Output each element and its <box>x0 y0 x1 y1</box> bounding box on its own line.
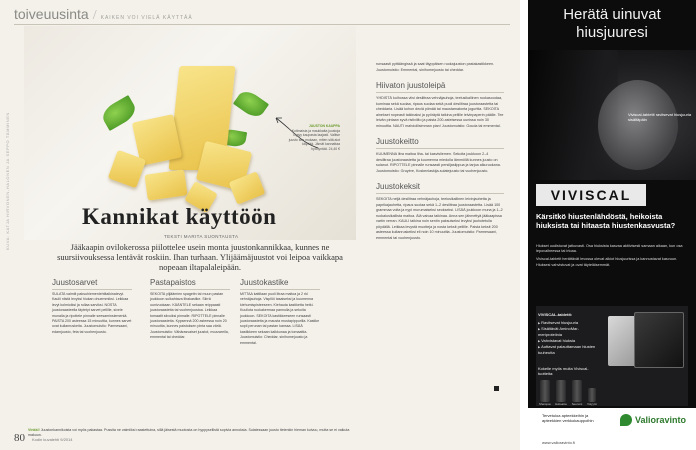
product-bottle <box>572 380 582 402</box>
article-byline: TEKSTI MARITA SUONTAUSTA <box>164 234 239 239</box>
ad-url: www.valioravinto.fi <box>542 440 575 445</box>
brand-name: VIVISCAL <box>550 187 632 203</box>
recipe-block <box>376 137 504 174</box>
product-packages <box>604 312 686 368</box>
recipe-text: runsaasti pyttäängissä ja saat täyppäisen ruokajuuston pastakastikkeen. Juustomuistio: Emmental, sinihomejuusto tai cheddar. <box>376 62 495 72</box>
product-bottle <box>540 380 550 402</box>
section-header <box>14 6 193 24</box>
product-bottle <box>556 380 566 402</box>
ad-other-products: Kokeile myös muita Viviscal-tuotteita: <box>538 366 589 376</box>
recipe-text: SEKOITA neljä desilitraa vehnäjauhoja, teelusikallinen leivinjauhetta ja paprikajauhetta, ripaus suolaa sekä 1–2 desilitraa juustoraastetta. Lisää 100 grammaa voita ja nypi murumaiseksi seokseksi. LISÄÄ joukkoon muna ja 1–2 ruokalusikallista maitoa. Älä vaivaa taikinaa. Anna sen jähmettyä jääkaapissa vartin verran. KAULI taikina noin sentin paksuiseksi levyksi jauhotetulla pöydällä. Leikkaa levystä muotteja ja nosta keksit pellille. Paista keksit 200 asteessa kullanruskeiksi eli noin 10 minuuttia. Juustomuistio: Parmesaani, emmental tai vuohenjuusto. <box>376 197 503 240</box>
tip-text: Juustonkannikoista voi myös pakastaa. Pussita ne valmiiksi raastettuina, sillä jäisestä muotosta on hyppysellistä sopivia annoksia. Sulatessaan juusto tietenkin hieman kuivuu, mutta se ei vaikuta makuun. <box>28 428 350 437</box>
recipe-heading: Pastapaistos <box>150 278 230 290</box>
product-bottle <box>588 388 596 402</box>
photo-caption <box>288 124 340 152</box>
bottle-label: Hoitoaine <box>555 402 567 406</box>
cheese-wedge <box>144 169 187 200</box>
ad-claim: Viviscal-tabletit ravitsevat hiusjuuria sisältäpäin <box>628 112 692 122</box>
page-number: 80 <box>14 432 25 444</box>
tip-strip <box>28 428 358 438</box>
recipe-block <box>376 81 504 129</box>
recipe-heading: Juustokastike <box>240 278 320 290</box>
ad-headline: Herätä uinuvat hiusjuuresi <box>563 6 661 41</box>
recipe-heading: Hiivaton juustoleipä <box>376 81 504 93</box>
section-title: toiveuusinta <box>14 6 89 22</box>
recipe-column <box>150 278 230 341</box>
ad-paragraph: Hiukset uudistuvat jatkuvasti. Osa hiuksista kasvaa aktiivisesti samaan aikaan, kun osa lepovaiheessa tai irtoaa. <box>536 244 683 254</box>
header-divider <box>14 24 510 25</box>
right-recipe-column <box>376 62 504 249</box>
caption-title: JUUSTON KAUPPA <box>308 124 340 128</box>
bottle-label: Shampoo <box>539 402 551 406</box>
benefit-item: ▶ Ravitsevat hiusjuuria <box>538 320 600 326</box>
advertisement <box>528 0 696 450</box>
ad-body <box>536 244 688 271</box>
recipe-text: MITTAA kattilaan puoli litraa maitoa ja 2 rkl vehnäjauhoja. Vispilöi tasaiseksi ja kuumenna kiehumispisteeseen. Kiehauta kastiketta hetki. Kuullota ruokakermaa pannulla ja sekoita joukkoon. SEKOITA kastikkeeseen runsaasti juustoraastetta ja mausta mustapippurilla. Kastike sopii perunan tai pastan kanssa. LISÄÄ kastikkeen sekaan kalkkunaa ja tomaattia. Juustomuistio: Cheddar, sinihomejuusto ja emmental. <box>240 292 320 345</box>
ad-shops: Tervetuloa apteekkeihin ja apteekkien verkkokauppoihin <box>542 413 594 423</box>
article-end-mark <box>494 386 499 391</box>
valio-logo <box>620 414 686 426</box>
bottle-label: Volyymi <box>587 402 597 406</box>
ad-paragraph: Viviscal-tabletit herättävät levossa olevat alkiot hiusjuurissa ja kannustavat kasvuun. Hiuksesi vahvistuvat ja ovat täyteläisemmät. <box>536 257 678 267</box>
recipe-heading: Juustokeksit <box>376 182 504 194</box>
brand-logo <box>536 184 646 206</box>
benefit-list-title: VIVISCAL-tabletit: <box>538 312 573 317</box>
section-slash: / <box>92 8 97 23</box>
recipe-block <box>376 182 504 241</box>
recipe-text: YHDISTÄ kulhossa viisi desilitraa vehnäjauhoja, teelusikallinen ruokasoodaa, kuminaa sekä suolaa, ripaus suolaa sekä puoli desilitraa juustoraastetta tai cheddaria. Lisää kohon deciä piimää tai maustamatonta jogurttia. SEKOITA ainekset nopeasti taikinaksi ja pyöräytä taikina pellille leivinpaperin päälle. Tee leivän pintaan syvä ristiviilto ja paista 200-asteisessa uunissa noin 30 minuuttia. NAUTI mahdollisimman pian! Juustomuistio: Gouda tai emmental. <box>376 96 504 128</box>
benefit-item: ▶ Sisältävät AminoMar-meriproteiinia <box>538 326 600 338</box>
section-subtitle: KAIKEN VOI VIELÄ KÄYTTÄÄ <box>100 15 193 21</box>
publication-name: Kodin kuvalehti 9/2014 <box>32 437 73 442</box>
article-lead: Jääkaapin ovilokerossa piilottelee usein monta juustonkannikkaa, kunnes ne suursiivouksessa lentävät roskiin. Ihan turhaan. Ylijäämäjuustot voi leipoa vaikkapa nopeaan iltapalaleipään. <box>57 242 343 272</box>
recipe-heading: Juustokeitto <box>376 137 504 149</box>
recipe-text: SEKOITA ylijäämien spagetin tai muun pastan joukkoon sulkahtava lihakastike. Siirrä uunivuokaan. KÄÄNTELE sekaan reippaasti juustoraastetta tai vuohenjuustoa. Leikkaa tomaatit siivuiksi pinnalle. RIPOTTELE pinnalle juustoraastetta. Kypsennä 200 asteessa noin 20 minuuttia, kunnes paistoksen pinta saa väriä. Juustomuistio: Vähärasvaiset juustot, mozzarella, emmental tai cheddar. <box>150 292 229 340</box>
recipe-block <box>376 62 504 73</box>
benefit-item: ▶ Auttavat palauttamaan hiusten tuuheutta <box>538 344 600 356</box>
recipe-text: KUUMENNA litra maitoa liha- tai kasvisliemen. Sekoita joukkoon 2–4 desilitraa juustoraastetta ja kuumenna miedolla lämmöllä kunnes juusto on sulanut. RIPOTTELE pinnalle runsaasti persiljasilppua ja tarjoa alkuruokana. Juustomuistio: Gruyère, Koskenlaskija-sulatejuusto tai vuohenjuusto. <box>376 152 501 173</box>
model-face <box>598 80 678 170</box>
caption-text: Kotimaisia ja maukkaita juustoja löytyy kaupasta laajasti. Valitse juusto sen mukaan, miten sitä aiot käyttää. Jämät kannattaa hyödyntää. 24,40 € <box>288 128 340 151</box>
article-title: Kannikat käyttöön <box>82 204 277 229</box>
product-package <box>634 312 684 368</box>
bottle-label: Seerumi <box>571 402 583 406</box>
basil-leaf <box>233 87 269 121</box>
logo-text: Valioravinto <box>635 415 687 425</box>
recipe-column <box>52 278 132 335</box>
ad-subheadline: Kärsitkö hiustenlähdöstä, heikoista hiuksista tai hitaasta hiustenkasvusta? <box>536 212 676 230</box>
leaf-icon <box>620 414 632 426</box>
recipe-heading: Juustosarvet <box>52 278 132 290</box>
photo-credit: KUVA: KATJA HIRVONEN-HALONEN JA SEPPO TÄMMINEN <box>5 112 10 250</box>
recipe-column <box>240 278 320 346</box>
benefit-item: ▶ Vahvistavat hiuksia <box>538 338 600 344</box>
tip-label: Vinkki! <box>28 428 40 432</box>
benefit-list <box>538 312 600 356</box>
recipe-text: SULATA valmiit paksuhiemenlehtitaikinalevyt. Kaulii niistä levyksi hiukan ohuemmiksi. Leikkaa levyt kolmioiksi ja rullaa sarviksi. NOSTA juustoraasteella täytetyt sarvet pellille, sivele munalla ja ripottele pinnalle seesaminsiemeniä. PAISTA 200 asteessa 15 minuuttia, kunnes sarvet ovat kullanruskeita. Juustomuistio: Parmesaani, edamjuusto, feta tai vuohenjuusto. <box>52 292 132 334</box>
